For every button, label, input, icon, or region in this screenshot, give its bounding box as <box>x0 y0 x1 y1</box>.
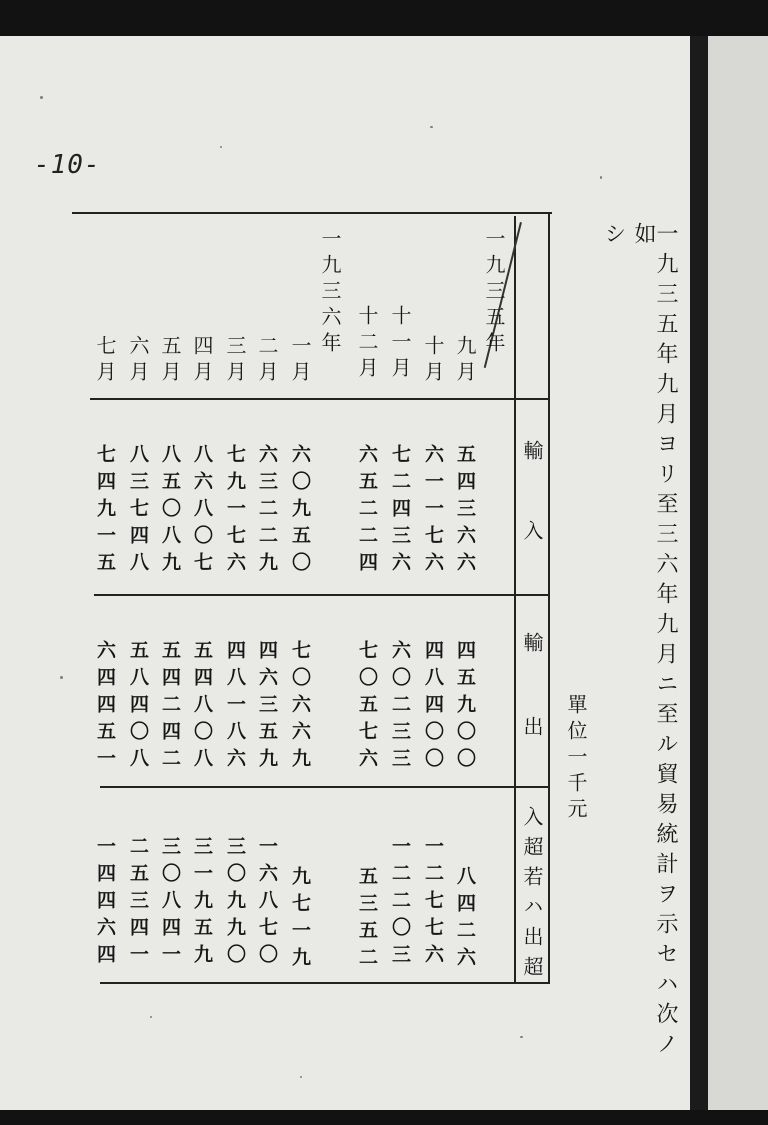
balance-value: 一四四六四 <box>94 836 116 971</box>
unit-label: 單位一千元 <box>564 694 588 824</box>
import-value: 八五〇八九 <box>159 444 181 579</box>
import-value: 六五二二四 <box>356 444 378 579</box>
balance-value: 三一九五九 <box>191 836 213 971</box>
import-value: 六〇九五〇 <box>289 444 311 579</box>
import-value: 八三七四八 <box>127 444 149 579</box>
export-value: 四八一八六 <box>224 640 246 775</box>
table-header-rule <box>514 216 516 984</box>
balance-value: 三〇九九〇 <box>224 836 246 971</box>
balance-value: 二五三四一 <box>127 836 149 971</box>
month-label: 十一月 <box>388 305 412 383</box>
year-label-1935: 一九三五年 <box>482 228 506 358</box>
month-label: 十月 <box>421 335 445 387</box>
month-label: 四月 <box>190 335 214 387</box>
import-value: 七九一七六 <box>224 444 246 579</box>
balance-value: 八四二六 <box>454 866 476 974</box>
month-label: 七月 <box>93 335 117 387</box>
export-value: 七〇六六九 <box>289 640 311 775</box>
export-value: 五八四〇八 <box>127 640 149 775</box>
import-value: 五四三六六 <box>454 444 476 579</box>
balance-value: 一二二〇三 <box>389 836 411 971</box>
intro-line-1: 一九三五年九月ヨリ至三六年九月ニ至ル貿易統計ヲ示セハ次ノ如 <box>631 222 678 1062</box>
page-gutter <box>690 36 708 1110</box>
month-label: 五月 <box>158 335 182 387</box>
export-value: 六〇二三三 <box>389 640 411 775</box>
balance-value: 一六八七〇 <box>256 836 278 971</box>
import-value: 七二四三六 <box>389 444 411 579</box>
import-value: 六三二二九 <box>256 444 278 579</box>
table-bottom-rule <box>100 982 548 984</box>
export-value: 六四四五一 <box>94 640 116 775</box>
balance-value: 九七一九 <box>289 866 311 974</box>
export-value: 四六三五九 <box>256 640 278 775</box>
intro-line-2: シ <box>601 222 626 252</box>
row-header-balance: 入超若ハ出超 <box>520 806 544 986</box>
month-label: 六月 <box>126 335 150 387</box>
row-header-exports: 輸出 <box>520 632 544 800</box>
month-label: 一月 <box>288 335 312 387</box>
export-value: 四八四〇〇 <box>422 640 444 775</box>
adjacent-page-edge <box>708 36 768 1110</box>
table-rule-2 <box>94 594 548 596</box>
month-label: 三月 <box>223 335 247 387</box>
balance-value: 一二七七六 <box>422 836 444 971</box>
table-rule-1 <box>90 398 548 400</box>
month-label: 二月 <box>255 335 279 387</box>
export-value: 四五九〇〇 <box>454 640 476 775</box>
export-value: 五四二四二 <box>159 640 181 775</box>
year-label-1936: 一九三六年 <box>318 228 342 358</box>
row-header-imports: 輸入 <box>520 440 544 600</box>
month-label: 十二月 <box>355 305 379 383</box>
export-value: 七〇五七六 <box>356 640 378 775</box>
table-top-rule <box>72 212 552 214</box>
table-rule-3 <box>100 786 548 788</box>
balance-value: 五三五二 <box>356 866 378 974</box>
import-value: 六一一七六 <box>422 444 444 579</box>
balance-value: 三〇八四一 <box>159 836 181 971</box>
export-value: 五四八〇八 <box>191 640 213 775</box>
page-number: -10- <box>34 150 101 180</box>
import-value: 八六八〇七 <box>191 444 213 579</box>
import-value: 七四九一五 <box>94 444 116 579</box>
month-label: 九月 <box>453 335 477 387</box>
table-right-rule <box>548 212 550 984</box>
